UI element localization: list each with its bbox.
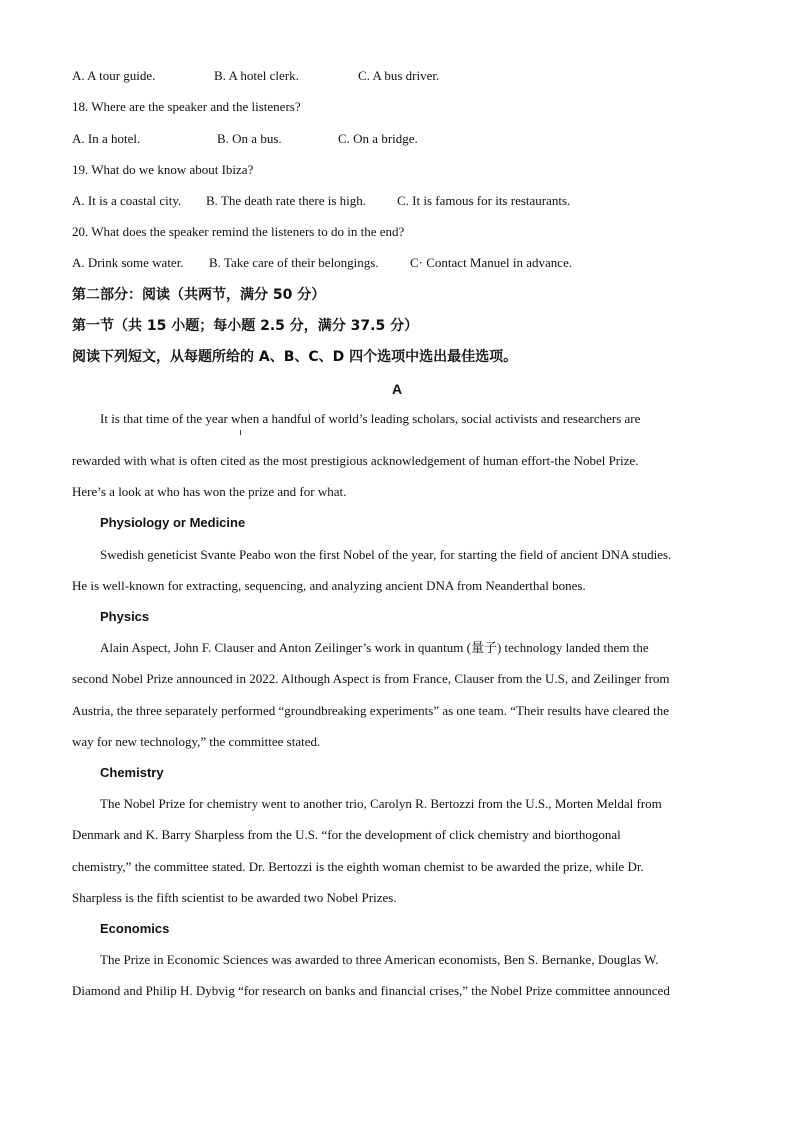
q20-option-c: C· Contact Manuel in advance. xyxy=(410,255,573,270)
physics-heading: Physics xyxy=(100,609,150,624)
q17-option-b: B. A hotel clerk. xyxy=(214,68,299,83)
economics-line-1: The Prize in Economic Sciences was awarded to three American economists, Ben S. Bernanke, Douglas W. xyxy=(100,952,659,967)
physics-line-4: way for new technology,” the committee stated. xyxy=(72,734,321,749)
q19-options xyxy=(72,193,570,209)
section-one-title: 第一节（共 15 小题；每小题 2.5 分，满分 37.5 分） xyxy=(72,318,419,334)
q20-options xyxy=(72,255,572,271)
q19-option-c: C. It is famous for its restaurants. xyxy=(397,193,571,208)
q18-options xyxy=(72,131,418,147)
chemistry-line-2: Denmark and K. Barry Sharpless from the U.S. “for the development of click chemistry and biorthogonal xyxy=(72,827,621,842)
chemistry-line-4: Sharpless is the fifth scientist to be awarded two Nobel Prizes. xyxy=(72,890,397,905)
stray-mark xyxy=(240,430,241,435)
economics-line-2: Diamond and Philip H. Dybvig “for research on banks and financial crises,” the Nobel Prize committee announced xyxy=(72,983,670,998)
q19-option-b: B. The death rate there is high. xyxy=(206,193,367,208)
chemistry-line-1: The Nobel Prize for chemistry went to another trio, Carolyn R. Bertozzi from the U.S., Morten Meldal from xyxy=(100,796,662,811)
q17-option-c: C. A bus driver. xyxy=(358,68,440,83)
physics-line-3: Austria, the three separately performed “groundbreaking experiments” as one team. “Their results have cleared the xyxy=(72,703,670,718)
intro-line-3: Here’s a look at who has won the prize and for what. xyxy=(72,484,347,499)
intro-line-1: It is that time of the year when a handful of world’s leading scholars, social activists and researchers are xyxy=(100,411,641,426)
physics-line-1: Alain Aspect, John F. Clauser and Anton Zeilinger’s work in quantum (量子) technology landed them the xyxy=(100,640,649,655)
q17-option-a: A. A tour guide. xyxy=(72,68,156,83)
medicine-line-2: He is well-known for extracting, sequencing, and analyzing ancient DNA from Neanderthal bones. xyxy=(72,578,586,593)
passage-label: A xyxy=(391,381,403,397)
q18-question: 18. Where are the speaker and the listeners? xyxy=(72,99,301,114)
q19-question: 19. What do we know about Ibiza? xyxy=(72,162,254,177)
q20-question: 20. What does the speaker remind the listeners to do in the end? xyxy=(72,224,405,239)
chemistry-heading: Chemistry xyxy=(100,765,164,780)
q18-option-a: A. In a hotel. xyxy=(72,131,141,146)
chemistry-line-3: chemistry,” the committee stated. Dr. Bertozzi is the eighth woman chemist to be awarded the prize, while Dr. xyxy=(72,859,644,874)
reading-instruction: 阅读下列短文，从每题所给的 A、B、C、D 四个选项中选出最佳选项。 xyxy=(72,349,518,365)
intro-line-2: rewarded with what is often cited as the most prestigious acknowledgement of human effort-the Nobel Prize. xyxy=(72,453,639,468)
q19-option-a: A. It is a coastal city. xyxy=(72,193,182,208)
part-two-title: 第二部分：阅读（共两节，满分 50 分） xyxy=(72,287,326,303)
q18-option-b: B. On a bus. xyxy=(217,131,282,146)
physics-line-2: second Nobel Prize announced in 2022. Although Aspect is from France, Clauser from the U.S, and Zeilinger from xyxy=(72,671,670,686)
economics-heading: Economics xyxy=(100,921,170,936)
q17-options xyxy=(72,68,439,84)
medicine-heading: Physiology or Medicine xyxy=(100,515,246,530)
medicine-line-1: Swedish geneticist Svante Peabo won the first Nobel of the year, for starting the field of ancient DNA studies. xyxy=(100,547,672,562)
q18-option-c: C. On a bridge. xyxy=(338,131,418,146)
q20-option-b: B. Take care of their belongings. xyxy=(209,255,379,270)
q20-option-a: A. Drink some water. xyxy=(72,255,184,270)
